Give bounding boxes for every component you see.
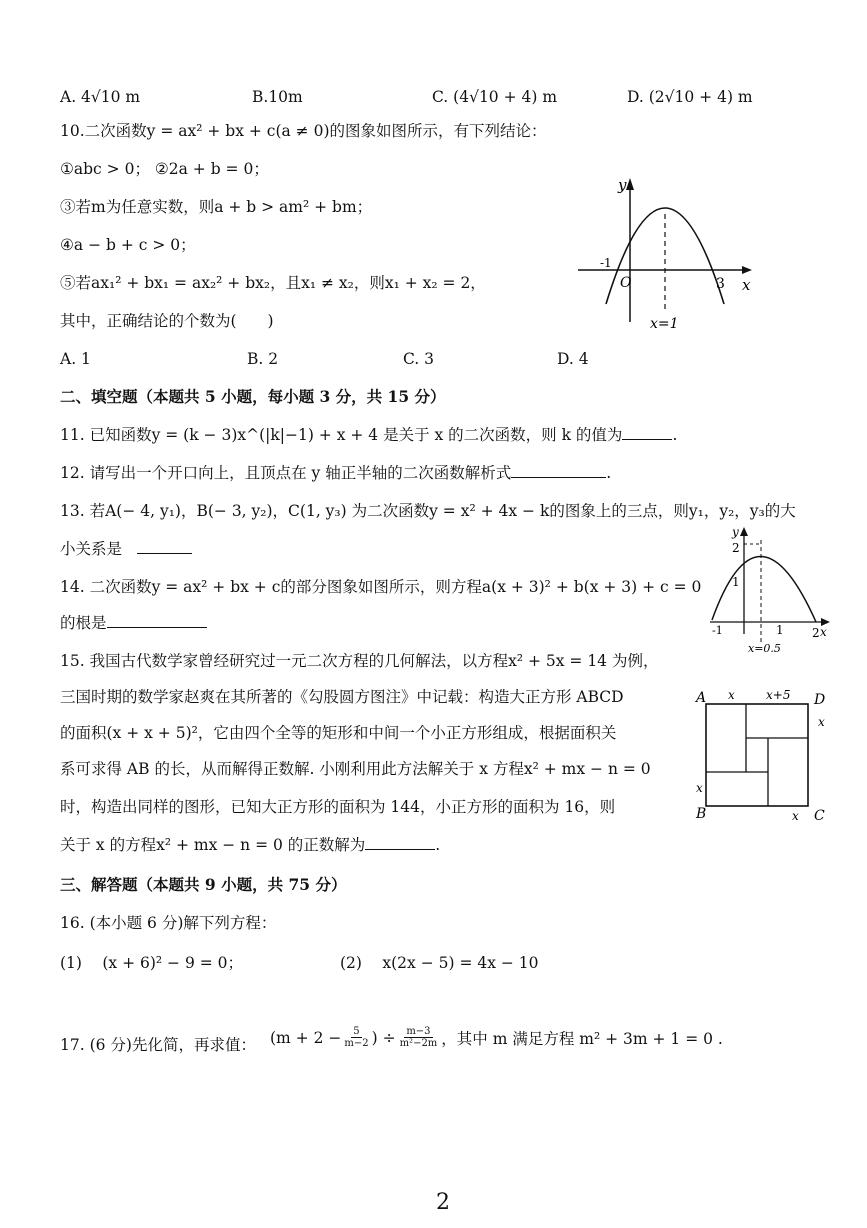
q10-y-label: y — [618, 176, 627, 194]
q15-answer-blank[interactable] — [365, 835, 435, 850]
q15-outer-square — [706, 704, 808, 806]
q10-x-arrow-icon — [742, 266, 752, 274]
q17-condition: ，其中 m 满足方程 m² + 3m + 1 = 0 . — [441, 1029, 723, 1048]
q17-expression — [270, 1026, 723, 1049]
q10-option-a: A. 1 — [60, 350, 91, 368]
q15-label-right-x: x — [818, 715, 825, 729]
q10-y-arrow-icon — [626, 178, 634, 190]
q11-text-row: 11. 已知函数y = (k − 3)x^(|k|−1) + x + 4 是关于 x 的二次函数，则 k 的值为 . — [60, 426, 678, 444]
q10-question: 其中，正确结论的个数为( ) — [60, 312, 274, 330]
q10-statement-4: ④a − b + c > 0； — [60, 236, 196, 254]
q14-y-label: y — [732, 525, 739, 539]
q12-text-row: 12. 请写出一个开口向上，且顶点在 y 轴正半轴的二次函数解析式 . — [60, 464, 612, 482]
q10-option-d: D. 4 — [557, 350, 589, 368]
q17-expr-left: (m + 2 − — [270, 1028, 342, 1047]
q9-option-b: B.10m — [252, 88, 303, 106]
q10-statement-5: ⑤若ax₁² + bx₁ = ax₂² + bx₂，且x₁ ≠ x₂，则x₁ + x₂ = 2， — [60, 274, 486, 292]
q14-text-row-2 — [60, 612, 207, 634]
q17-fraction-1 — [344, 1026, 368, 1049]
q14-y2-label: 2 — [732, 541, 740, 555]
q14-answer-blank[interactable] — [107, 613, 207, 628]
q9-option-c: C. (4√10 + 4) m — [432, 88, 558, 106]
q16-part-2: (2) x(2x − 5) = 4x − 10 — [340, 954, 539, 972]
q10-option-c: C. 3 — [403, 350, 435, 368]
q9-option-d: D. (2√10 + 4) m — [627, 88, 753, 106]
q15-line-5: 时，构造出同样的图形，已知大正方形的面积为 144，小正方形的面积为 16，则 — [60, 798, 616, 816]
q17-fraction-2-den: m²−2m — [399, 1038, 438, 1049]
q13-answer-blank[interactable] — [137, 539, 192, 554]
q15-line-1: 15. 我国古代数学家曾经研究过一元二次方程的几何解法，以方程x² + 5x = 14 为例， — [60, 652, 659, 670]
q15-label-bottom-x: x — [792, 809, 799, 823]
q17-stem: 17. (6 分)先化简，再求值： — [60, 1036, 256, 1054]
q15-label-a: A — [696, 690, 707, 706]
q15-line-6: 关于 x 的方程x² + mx − n = 0 的正数解为 — [60, 836, 366, 854]
q15-label-top-x5: x+5 — [766, 688, 791, 702]
q15-line-3: 的面积(x + x + 5)²，它由四个全等的矩形和中间一个小正方形组成，根据面积关 — [60, 724, 617, 742]
q15-label-top-x: x — [728, 688, 735, 702]
q10-stem: 10.二次函数y = ax² + bx + c(a ≠ 0)的图象如图所示，有下列结论： — [60, 122, 547, 140]
q14-axis-label: x=0.5 — [748, 642, 781, 655]
q11-answer-blank[interactable] — [622, 425, 672, 440]
q10-x-label: x — [742, 276, 751, 294]
q13-text: 13. 若A(− 4, y₁)，B(− 3, y₂)，C(1, y₃) 为二次函数y = x² + 4x − k的图象上的三点，则y₁，y₂，y₃的大 — [60, 502, 796, 520]
q17-fraction-1-den: m−2 — [344, 1038, 369, 1049]
q14-text: 14. 二次函数y = ax² + bx + c的部分图象如图所示，则方程a(x + 3)² + b(x + 3) + c = 0 — [60, 578, 702, 596]
q14-x-minus1-label: -1 — [712, 624, 723, 637]
q10-root-minus1-label: -1 — [600, 256, 612, 270]
q15-label-c: C — [814, 808, 825, 824]
q12-answer-blank[interactable] — [511, 463, 606, 478]
q11-text: 11. 已知函数y = (k − 3)x^(|k|−1) + x + 4 是关于 x 的二次函数，则 k 的值为 — [60, 426, 623, 444]
q14-y-arrow-icon — [740, 527, 748, 536]
q15-label-b: B — [696, 806, 707, 822]
q10-axis-label: x=1 — [650, 316, 679, 332]
q17-fraction-2-num: m−3 — [406, 1026, 431, 1037]
q10-statement-1-2: ①abc > 0； ②2a + b = 0； — [60, 160, 269, 178]
section-2-heading: 二、填空题（本题共 5 小题，每小题 3 分，共 15 分） — [60, 387, 446, 406]
q14-text-2: 的根是 — [60, 614, 107, 632]
q15-line-4: 系可求得 AB 的长，从而解得正数解. 小刚利用此方法解关于 x 方程x² + mx − n = 0 — [60, 760, 651, 778]
q14-x-label: x — [820, 625, 827, 639]
q15-label-left-x: x — [696, 781, 703, 795]
section-3-heading: 三、解答题（本题共 9 小题，共 75 分） — [60, 875, 347, 894]
q12-text: 12. 请写出一个开口向上，且顶点在 y 轴正半轴的二次函数解析式 — [60, 464, 512, 482]
q10-statement-3: ③若m为任意实数，则a + b > am² + bm； — [60, 198, 373, 216]
q15-line-6-row: 关于 x 的方程x² + mx − n = 0 的正数解为 . — [60, 836, 441, 854]
q14-y1-label: 1 — [732, 575, 740, 589]
q17-fraction-2 — [400, 1026, 438, 1049]
q13-text-2: 小关系是 — [60, 540, 123, 558]
q9-option-a: A. 4√10 m — [60, 88, 141, 106]
q15-line-2: 三国时期的数学家赵爽在其所著的《勾股圆方图注》中记载：构造大正方形 ABCD — [60, 688, 624, 706]
q17-fraction-1-num: 5 — [353, 1026, 360, 1037]
q10-parabola-graph — [570, 172, 760, 337]
q13-text-row-2 — [60, 538, 192, 560]
q15-label-d: D — [814, 692, 826, 708]
q15-square-figure — [692, 684, 837, 826]
q14-parabola-graph — [708, 522, 833, 657]
page-number: 2 — [436, 1190, 450, 1215]
q14-x2-label: 2 — [812, 626, 820, 640]
q10-option-b: B. 2 — [247, 350, 279, 368]
q10-origin-label: O — [620, 275, 632, 291]
q16-stem: 16. (本小题 6 分)解下列方程： — [60, 914, 277, 932]
q14-parabola-curve — [712, 556, 816, 622]
q16-part-1: (1) (x + 6)² − 9 = 0； — [60, 954, 244, 972]
q10-root-3-label: 3 — [716, 276, 725, 292]
q17-expr-div: ) ÷ — [371, 1028, 396, 1047]
q14-x1-label: 1 — [776, 623, 784, 637]
